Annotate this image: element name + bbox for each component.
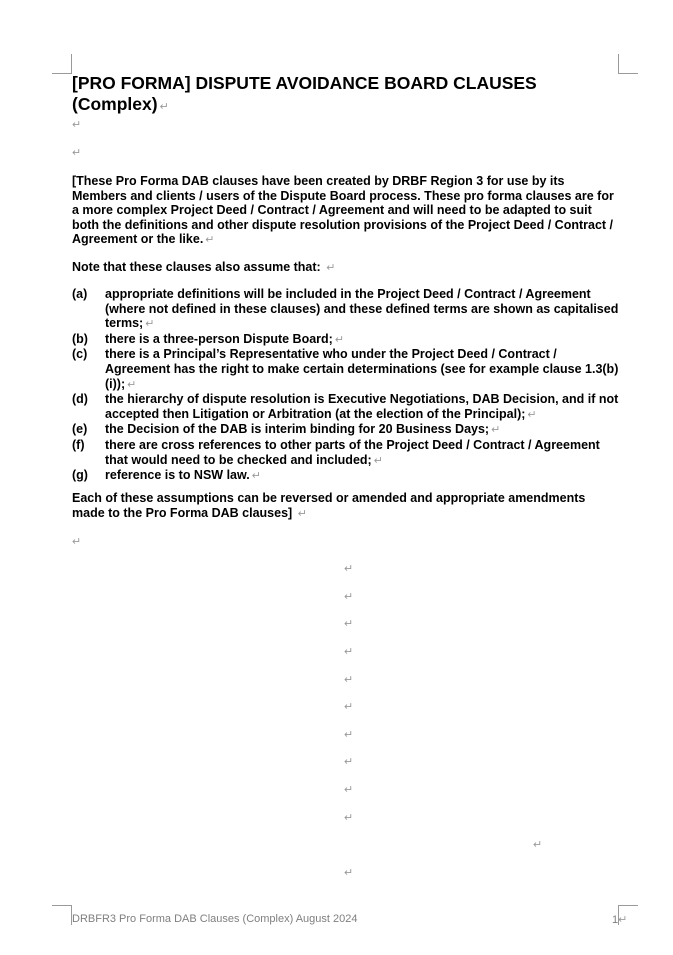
list-item-text: there is a three-person Dispute Board; ↵ (105, 331, 345, 346)
paragraph-mark-icon: ↵ (344, 618, 354, 630)
list-item-text: appropriate definitions will be included in the Project Deed / Contract / Agreement (where not defined in these clauses) and these defined terms are shown as capitalised terms; ↵ (105, 287, 619, 331)
list-item-label: (d) (72, 392, 88, 407)
paragraph-mark-icon: ↵ (344, 729, 354, 741)
paragraph-mark-icon: ↵ (251, 470, 261, 483)
list-item-text: there is a Principal’s Representative who under the Project Deed / Contract / Agreement has the right to make certain determinations (see for example clause 1.3(b)(i)); ↵ (105, 347, 619, 391)
paragraph-mark-icon: ↵ (297, 507, 307, 520)
list-item (72, 392, 620, 422)
list-item-text: the Decision of the DAB is interim binding for 20 Business Days; ↵ (105, 422, 501, 437)
paragraph-mark-icon: ↵ (127, 378, 137, 391)
list-item (72, 468, 620, 484)
list-item-label: (g) (72, 468, 88, 483)
paragraph-mark-icon: ↵ (334, 333, 345, 346)
page-number: 1↵ (612, 914, 628, 926)
list-item (72, 332, 620, 348)
paragraph-mark-icon: ↵ (344, 646, 354, 658)
list-item-text: there are cross references to other parts of the Project Deed / Contract / Agreement that would need to be checked and included; ↵ (105, 437, 600, 467)
list-item (72, 422, 620, 438)
crop-mark-top-left-h (52, 73, 72, 74)
paragraph-mark-icon: ↵ (205, 234, 215, 247)
document-title: [PRO FORMA] DISPUTE AVOIDANCE BOARD CLAUSES (Complex) ↵ (72, 73, 537, 114)
paragraph-mark-icon: ↵ (373, 454, 383, 467)
paragraph-mark-icon: ↵ (344, 563, 354, 575)
paragraph-mark-icon: ↵ (72, 147, 82, 159)
list-item-label: (b) (72, 331, 88, 346)
paragraph-mark-icon: ↵ (159, 101, 169, 113)
list-item-label: (f) (72, 437, 85, 452)
list-item (72, 287, 620, 332)
list-item (72, 438, 620, 468)
paragraph-mark-icon: ↵ (344, 867, 354, 879)
list-item-text: reference is to NSW law. ↵ (105, 468, 261, 483)
paragraph-mark-icon: ↵ (72, 536, 82, 548)
crop-mark-bottom-right-h (618, 905, 638, 906)
paragraph-mark-icon: ↵ (618, 914, 628, 926)
paragraph-mark-icon: ↵ (344, 812, 354, 824)
paragraph-mark-icon: ↵ (344, 756, 354, 768)
page-footer: DRBFR3 Pro Forma DAB Clauses (Complex) August 2024 (72, 913, 358, 925)
paragraph-mark-icon: ↵ (491, 424, 501, 437)
crop-mark-bottom-left-h (52, 905, 72, 906)
list-item-label: (e) (72, 422, 88, 437)
crop-mark-top-right-v (618, 54, 619, 74)
paragraph-mark-icon: ↵ (533, 839, 543, 851)
note-paragraph: Note that these clauses also assume that: ↵ (72, 260, 336, 274)
closing-paragraph: Each of these assumptions can be reversed or amended and appropriate amendments made to the Pro Forma DAB clauses] ↵ (72, 491, 586, 520)
paragraph-mark-icon: ↵ (72, 119, 82, 131)
paragraph-mark-icon: ↵ (344, 674, 354, 686)
crop-mark-top-left-v (71, 54, 72, 74)
intro-paragraph: [These Pro Forma DAB clauses have been created by DRBF Region 3 for use by its Members and clients / users of the Dispute Board process. These pro forma clauses are for a more complex Project Deed / Contract / Agreement and will need to be adapted to suit both the definitions and other dispute resolution provisions of the Project Deed / Contract / Agreement or the like. ↵ (72, 174, 614, 247)
list-item-label: (a) (72, 287, 88, 301)
paragraph-mark-icon: ↵ (344, 784, 354, 796)
crop-mark-top-right-h (618, 73, 638, 74)
paragraph-mark-icon: ↵ (527, 408, 537, 421)
list-item-label: (c) (72, 347, 88, 362)
assumptions-list (72, 287, 620, 484)
paragraph-mark-icon: ↵ (326, 262, 336, 274)
paragraph-mark-icon: ↵ (145, 318, 155, 331)
paragraph-mark-icon: ↵ (344, 701, 354, 713)
list-item-text: the hierarchy of dispute resolution is Executive Negotiations, DAB Decision, and if not accepted then Litigation or Arbitration (at the election of the Principal); ↵ (105, 392, 619, 421)
list-item (72, 347, 620, 392)
paragraph-mark-icon: ↵ (344, 591, 354, 603)
